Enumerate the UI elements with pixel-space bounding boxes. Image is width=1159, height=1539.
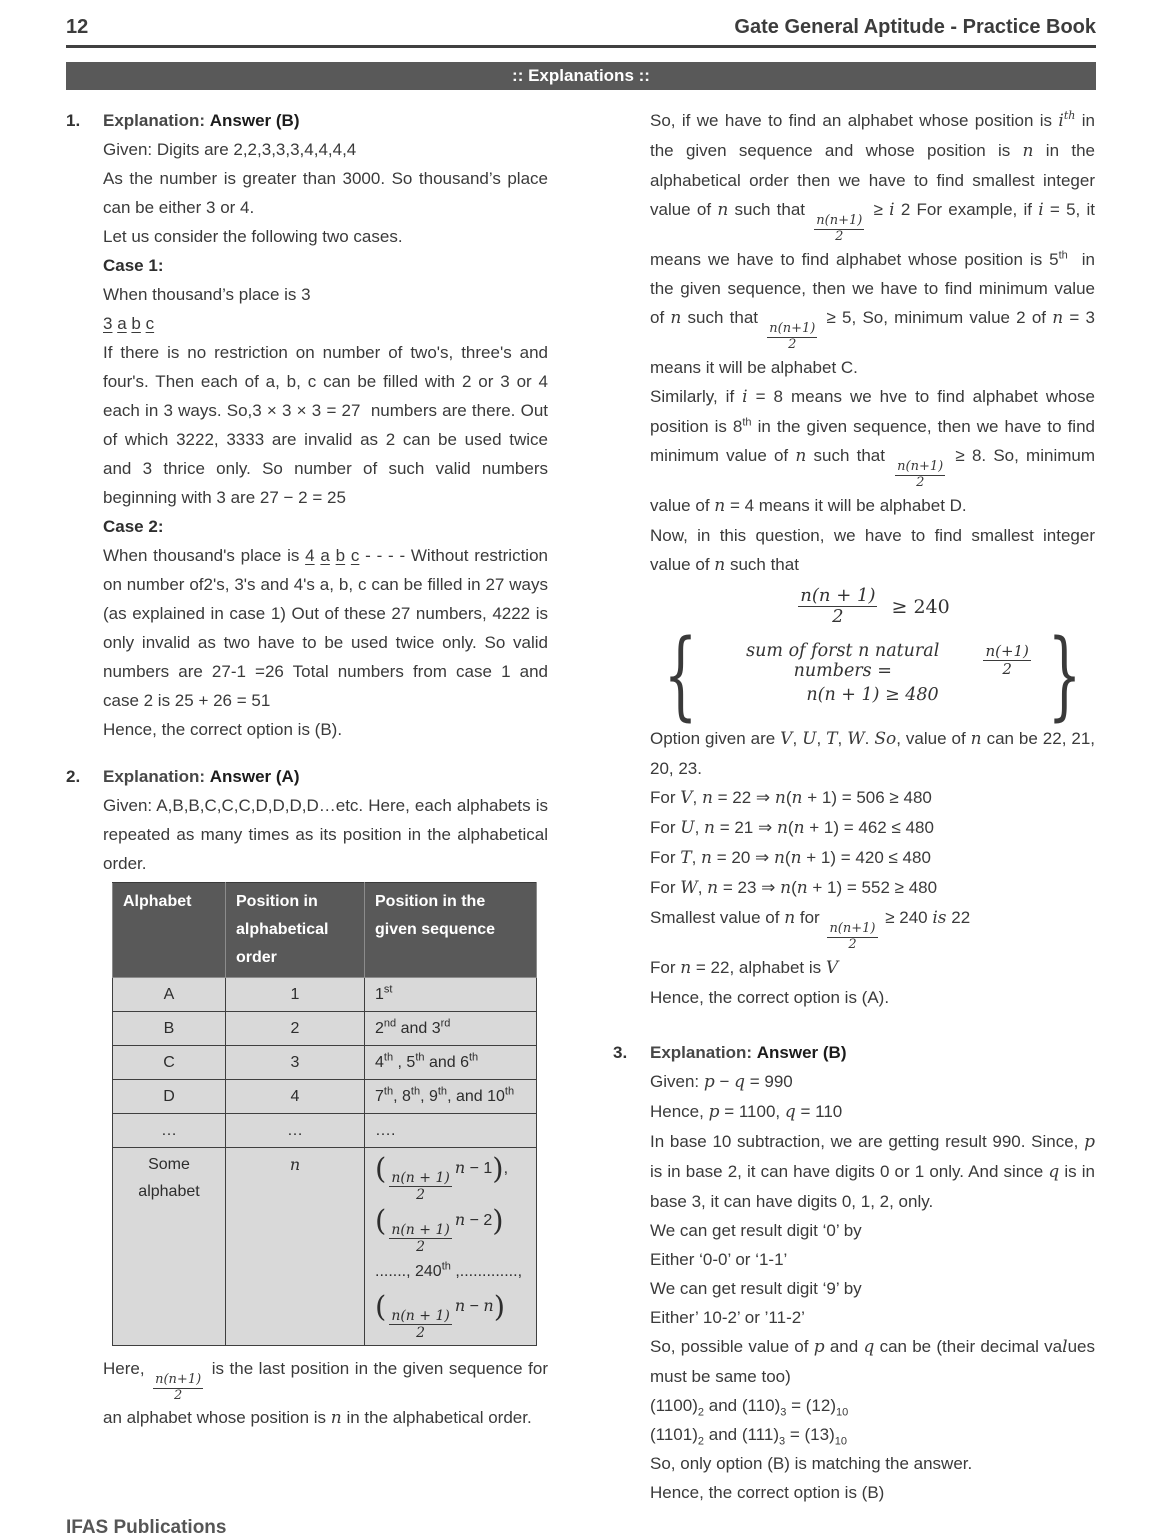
paragraph: Here, $\frac{n(n+1)}{2}$ is the last position in the given sequence for an alphabet whose position is n in the alphabetical order. [103,1358,548,1429]
paragraph: We can get result digit ‘0’ by [650,1221,862,1241]
table-cell: 3 [226,1046,365,1080]
paragraph: Hence, p = 1100, q = 110 [650,1102,843,1123]
page-header [66,16,1096,48]
table-cell: C [113,1046,226,1080]
paragraph: Either ‘0-0’ or ‘1-1’ [650,1250,788,1270]
paragraph: When thousand's place is 4 a b c - - - - Without restriction on number of2's, 3's and 4's a, b, c can be filled in 27 ways (as explained in case 1) Out of these 27 numbers, 4222 is only invalid as two have to be used twice only. So valid numbers are 27-1 =26 Total numbers from case 1 and case 2 is 25 + 26 = 51 [103,546,548,710]
table-row [113,1148,537,1346]
answer-label: Answer (B) [756,1043,847,1063]
publisher-footer: IFAS Publications [66,1517,227,1539]
paragraph: Given: Digits are 2,2,3,3,3,4,4,4,4 [103,140,357,159]
paragraph: 3 a b c [103,314,155,333]
table-cell: 4th , 5th and 6th [365,1046,537,1080]
column-header: Position in alphabetical order [226,883,365,978]
brace-line-2: n(n + 1) ≥ 480 [806,684,939,705]
table-cell: … [113,1114,226,1148]
paragraph: For W, n = 23 ⇒ n(n + 1) = 552 ≥ 480 [650,878,938,899]
paragraph: Smallest value of n for $\frac{n(n+1)}{2}$ ≥ 240 is 22 [650,908,971,953]
explanation-1-number: 1. [66,111,81,130]
paragraph: For n = 22, alphabet is V [650,958,839,979]
explanation-2-body [103,762,548,1433]
case-2-heading: Case 2: [103,517,164,536]
paragraph: When thousand’s place is 3 [103,285,311,304]
paragraph: $(1101)_2$ and $(111)_3 = (13)_{10}$ [650,1425,847,1448]
book-title: Gate General Aptitude - Practice Book [734,16,1096,38]
fraction: $\frac{n(+1)}{2}$ [985,641,1029,679]
explanation-3-heading [650,1038,1095,1067]
paragraph: Hence, the correct option is (B). [103,720,343,739]
two-column-layout [66,106,1096,1507]
table-cell: … [226,1114,365,1148]
answer-label: Answer (B) [209,111,300,130]
paragraph: For V, n = 22 ⇒ n(n + 1) = 506 ≥ 480 [650,788,932,809]
table-cell: 4 [226,1080,365,1114]
paragraph: Similarly, if i = 8 means we hve to find alphabet whose position is 8th in the given sequence, then we have to find minimum value of n such that $\frac{n(n+1)}{2}$ ≥ 8. So, minimum value of n = 4 means it will be alphabet D. [650,386,1095,516]
explanation-3 [613,1038,1095,1507]
paragraph: Hence, the correct option is (A). [650,988,890,1008]
table-cell: n [226,1148,365,1346]
table-row [113,1046,537,1080]
table-cell: 2 [226,1012,365,1046]
explanation-2-continued [613,106,1095,1012]
table-row [113,1080,537,1114]
paragraph: Now, in this question, we have to find smallest integer value of n such that [650,525,1095,575]
paragraph: So, only option (B) is matching the answer. [650,1454,973,1474]
right-column [613,106,1095,1507]
column-header: Alphabet [113,883,226,978]
table-cell: …. [365,1114,537,1148]
explanation-2-heading [103,762,548,791]
paragraph: So, if we have to find an alphabet whose position is $i^{th}$ in the given sequence and whose position is n in the alphabetical order then we have to find smallest integer value of n such that $\frac{n(n+1)}{2}$ ≥ i 2 For example, if i = 5, it means we have to find alphabet whose position is 5th in the given sequence, then we have to find minimum value of n such that $\frac{n(n+1)}{2}$ ≥ 5, So, minimum value 2 of n = 3 means it will be alphabet C. [650,109,1096,377]
relation: ≥ 240 [891,595,950,618]
explanation-label: Explanation: [103,767,206,786]
table-row [113,1012,537,1046]
paragraph: Given: A,B,B,C,C,C,D,D,D,D…etc. Here, each alphabets is repeated as many times as its position in the alphabetical order. [103,796,548,873]
table-cell: 1 [226,978,365,1012]
left-column [66,106,548,1507]
display-formula [650,586,1095,628]
table-row [113,978,537,1012]
table-cell: D [113,1080,226,1114]
explanation-3-number: 3. [613,1043,628,1063]
paragraph: Hence, the correct option is (B) [650,1483,885,1503]
paragraph: If there is no restriction on number of two's, three's and four's. Then each of a, b, c can be filled with 2 or 3 or 4 each in 3 ways. So,3 × 3 × 3 = 27 numbers are there. Out of which 3222, 3333 are invalid as 2 can be used twice and 3 thrice only. So number of such valid numbers beginning with 3 are 27 − 2 = 25 [103,343,548,507]
paragraph: Given: p − q = 990 [650,1072,793,1093]
paragraph: For T, n = 20 ⇒ n(n + 1) = 420 ≤ 480 [650,848,931,869]
explanations-banner: :: Explanations :: [66,62,1096,90]
explanation-3-body [650,1038,1095,1507]
table-cell: 1st [365,978,537,1012]
paragraph: We can get result digit ‘9’ by [650,1279,862,1299]
explanation-2 [66,762,548,1433]
brace-line-1: sum of forst n natural numbers = $\frac{n(+1)}{2}$ [746,640,1029,681]
table-cell-math: ( $\frac{n(n + 1)}{2}$ n − 1), ( $\frac{n(n + 1)}{2}$ n − 2) ......., 240th ,............., ( $\frac{n(n + 1)}{2}$ n − n) [365,1148,537,1346]
explanation-1-heading [103,106,548,135]
table-cell: 2nd and 3rd [365,1012,537,1046]
paragraph: $(1100)_2$ and $(110)_3 = (12)_{10}$ [650,1396,849,1419]
explanation-1-body [103,106,548,744]
paragraph: Either’ 10-2’ or ’11-2’ [650,1308,805,1328]
answer-label: Answer (A) [209,767,300,786]
paragraph: Let us consider the following two cases. [103,227,403,246]
table-header-row [113,883,537,978]
braced-note [650,619,1095,731]
paragraph: As the number is greater than 3000. So thousand’s place can be either 3 or 4. [103,169,548,217]
case-1-heading: Case 1: [103,256,164,275]
table-cell: B [113,1012,226,1046]
fraction: $\frac{n(n + 1)}{2}$ [800,584,876,628]
page-number: 12 [66,16,89,38]
explanation-2-continued-body [650,106,1095,1012]
paragraph: In base 10 subtraction, we are getting result 990. Since, p is in base 2, it can have digits 0 or 1 only. And since q is in base 3, it can have digits 0, 1, 2, only. [650,1132,1095,1212]
explanation-1 [66,106,548,744]
table-cell: A [113,978,226,1012]
table-row [113,1114,537,1148]
paragraph: So, possible value of p and q can be (their decimal values must be same too) [650,1337,1095,1387]
explanation-label: Explanation: [650,1043,753,1063]
explanation-2-number: 2. [66,767,81,786]
right-brace: } [1047,619,1082,731]
column-header: Position in the given sequence [365,883,537,978]
explanation-label: Explanation: [103,111,206,130]
alphabet-position-table [112,882,537,1346]
paragraph: For U, n = 21 ⇒ n(n + 1) = 462 ≤ 480 [650,818,934,839]
table-cell: Some alphabet [113,1148,226,1346]
paragraph: Option given are V, U, T, W. So, value of n can be 22, 21, 20, 23. [650,729,1096,779]
table-cell: 7th, 8th, 9th, and 10th [365,1080,537,1114]
left-brace: { [663,619,698,731]
